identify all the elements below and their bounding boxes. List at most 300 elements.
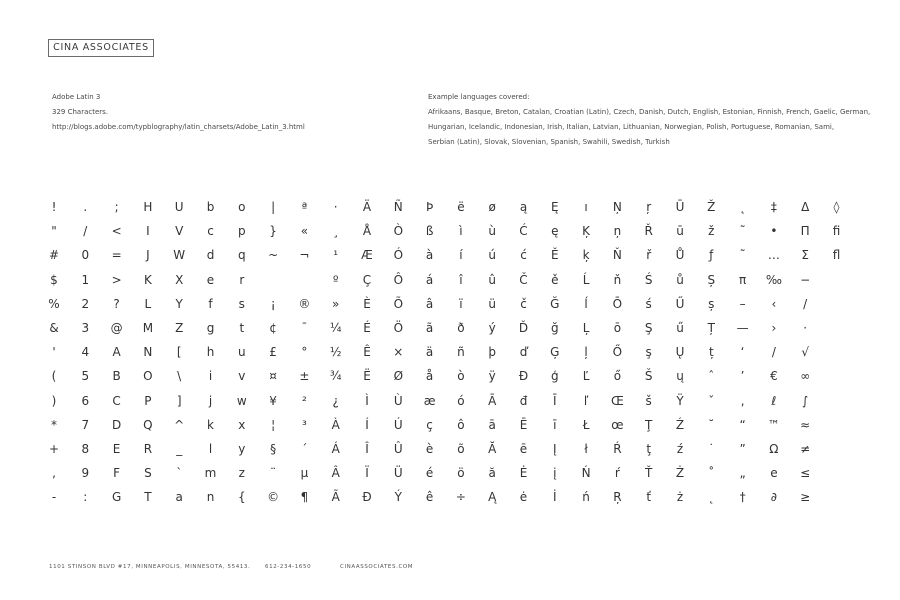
glyph-cell: ç bbox=[426, 417, 433, 432]
glyph-cell: M bbox=[142, 320, 154, 335]
glyph-cell: 9 bbox=[81, 466, 90, 481]
languages-line: Hungarian, Icelandic, Indonesian, Irish, Italian, Latvian, Lithuanian, Norwegian, Polish, Portuguese, Romanian, Sami, bbox=[428, 123, 835, 131]
glyph-cell: Ø bbox=[393, 369, 404, 384]
glyph-cell: I bbox=[146, 224, 150, 239]
glyph-cell: ¬ bbox=[299, 248, 310, 263]
glyph-cell: Ù bbox=[393, 393, 403, 408]
glyph-cell: ™ bbox=[767, 417, 780, 432]
glyph-column bbox=[418, 195, 442, 509]
glyph-cell: ¹ bbox=[333, 248, 339, 263]
glyph-cell: Ó bbox=[393, 248, 404, 263]
glyph-cell: 2 bbox=[81, 296, 90, 311]
glyph-cell: ț bbox=[708, 345, 714, 360]
glyph-cell: ˜ bbox=[739, 248, 746, 263]
glyph-cell: f bbox=[208, 296, 213, 311]
glyph-cell: ń bbox=[582, 490, 590, 505]
glyph-cell: " bbox=[51, 224, 57, 239]
glyph-cell: Δ bbox=[801, 200, 810, 214]
glyph-cell: Ĺ bbox=[582, 272, 590, 287]
glyph-cell: • bbox=[770, 224, 778, 239]
glyph-cell: Y bbox=[175, 296, 183, 311]
glyph-cell: ķ bbox=[582, 248, 590, 263]
glyph-cell: ņ bbox=[613, 224, 622, 239]
glyph-cell: ŗ bbox=[646, 200, 652, 214]
glyph-cell: | bbox=[271, 200, 276, 214]
glyph-cell: k bbox=[207, 417, 214, 432]
glyph-column bbox=[574, 195, 598, 509]
glyph-cell: ¨ bbox=[270, 466, 277, 481]
glyph-cell bbox=[292, 268, 316, 292]
glyph-cell: ő bbox=[613, 369, 622, 384]
glyph-cell: fi bbox=[832, 224, 841, 239]
glyph-cell: B bbox=[112, 369, 121, 384]
languages-heading: Example languages covered: bbox=[428, 93, 530, 101]
glyph-cell: º bbox=[332, 272, 339, 287]
glyph-cell: ˛ bbox=[739, 200, 746, 214]
glyph-cell: ÷ bbox=[455, 490, 466, 505]
glyph-cell: % bbox=[48, 296, 60, 311]
glyph-cell bbox=[825, 437, 849, 461]
glyph-cell: ų bbox=[676, 369, 684, 384]
glyph-grid bbox=[42, 195, 862, 505]
glyph-cell: û bbox=[488, 272, 496, 287]
glyph-cell: ! bbox=[51, 200, 57, 214]
glyph-column bbox=[605, 195, 629, 509]
glyph-cell: z bbox=[238, 466, 245, 481]
glyph-column bbox=[699, 195, 723, 509]
glyph-cell: — bbox=[736, 320, 749, 335]
glyph-cell: _ bbox=[176, 441, 183, 456]
glyph-cell: Ľ bbox=[582, 369, 590, 384]
glyph-cell: ß bbox=[425, 224, 434, 239]
glyph-column bbox=[261, 195, 285, 509]
glyph-cell: ë bbox=[457, 200, 465, 214]
glyph-cell: â bbox=[425, 296, 434, 311]
glyph-cell: + bbox=[48, 441, 60, 456]
glyph-column bbox=[449, 195, 473, 509]
glyph-cell: ï bbox=[459, 296, 463, 311]
glyph-cell: J bbox=[146, 248, 150, 263]
glyph-cell: ® bbox=[298, 296, 311, 311]
glyph-cell: Ê bbox=[363, 345, 371, 360]
glyph-cell: Ș bbox=[707, 272, 716, 287]
glyph-cell: y bbox=[238, 441, 246, 456]
company-logo: CINA ASSOCIATES bbox=[48, 39, 154, 57]
glyph-cell: T bbox=[144, 490, 152, 505]
glyph-cell: 0 bbox=[81, 248, 90, 263]
glyph-cell: Z bbox=[175, 320, 184, 335]
glyph-cell: ō bbox=[613, 320, 622, 335]
glyph-cell: n bbox=[206, 490, 215, 505]
glyph-cell: ö bbox=[457, 466, 465, 481]
glyph-cell: Ü bbox=[393, 466, 403, 481]
glyph-cell: ÿ bbox=[488, 369, 496, 384]
glyph-column bbox=[762, 195, 786, 509]
glyph-cell: ó bbox=[457, 393, 465, 408]
glyph-cell: § bbox=[270, 441, 277, 456]
glyph-cell: Î bbox=[365, 441, 369, 456]
glyph-cell: Ä bbox=[362, 200, 372, 214]
glyph-cell: V bbox=[175, 224, 184, 239]
glyph-cell: h bbox=[206, 345, 215, 360]
glyph-cell: r bbox=[239, 272, 245, 287]
glyph-cell: Ś bbox=[644, 272, 653, 287]
glyph-cell: Ŗ bbox=[613, 490, 622, 505]
glyph-cell: 5 bbox=[81, 369, 90, 384]
glyph-column bbox=[230, 195, 254, 509]
glyph-cell: Ź bbox=[675, 417, 685, 432]
glyph-cell: Ô bbox=[393, 272, 404, 287]
glyph-cell: ă bbox=[488, 466, 496, 481]
glyph-cell: Ř bbox=[644, 224, 653, 239]
glyph-cell: Ų bbox=[675, 345, 685, 360]
glyph-cell: Ŕ bbox=[613, 441, 622, 456]
glyph-cell: ê bbox=[425, 490, 434, 505]
glyph-cell: ƒ bbox=[709, 248, 714, 263]
languages-line: Afrikaans, Basque, Breton, Catalan, Croatian (Latin), Czech, Danish, Dutch, English, Estonian, Finnish, French, Gaelic, German, bbox=[428, 108, 871, 116]
glyph-column bbox=[543, 195, 567, 509]
glyph-column bbox=[637, 195, 661, 509]
glyph-cell: › bbox=[771, 320, 777, 335]
glyph-cell: Ģ bbox=[550, 345, 560, 360]
glyph-cell: j bbox=[208, 393, 213, 408]
glyph-cell: À bbox=[331, 417, 340, 432]
glyph-cell: i bbox=[208, 369, 213, 384]
glyph-cell: « bbox=[300, 224, 309, 239]
glyph-cell: ( bbox=[51, 369, 57, 384]
glyph-cell: ý bbox=[488, 320, 496, 335]
glyph-cell: < bbox=[111, 224, 122, 239]
glyph-cell: C bbox=[112, 393, 121, 408]
glyph-cell bbox=[825, 292, 849, 316]
glyph-cell: đ bbox=[519, 393, 528, 408]
glyph-cell: s bbox=[238, 296, 245, 311]
glyph-column bbox=[355, 195, 379, 509]
glyph-cell bbox=[825, 340, 849, 364]
glyph-cell: è bbox=[425, 441, 434, 456]
glyph-cell: ˛ bbox=[708, 490, 715, 505]
glyph-cell: … bbox=[767, 248, 780, 263]
glyph-cell: A bbox=[112, 345, 121, 360]
glyph-cell: Ů bbox=[675, 248, 685, 263]
glyph-cell: ° bbox=[301, 345, 308, 360]
glyph-cell: · bbox=[333, 200, 338, 214]
glyph-cell bbox=[825, 389, 849, 413]
glyph-cell: S bbox=[144, 466, 152, 481]
glyph-cell: ² bbox=[301, 393, 307, 408]
glyph-cell: Š bbox=[644, 369, 653, 384]
glyph-cell: * bbox=[51, 417, 57, 432]
glyph-cell: á bbox=[425, 272, 434, 287]
glyph-cell: ř bbox=[646, 248, 652, 263]
glyph-cell: » bbox=[332, 296, 340, 311]
glyph-cell: ę bbox=[551, 224, 559, 239]
glyph-cell: Č bbox=[519, 272, 528, 287]
glyph-cell: î bbox=[459, 272, 463, 287]
glyph-cell: m bbox=[204, 466, 217, 481]
glyph-cell: ı bbox=[584, 200, 588, 214]
glyph-cell: ļ bbox=[584, 345, 588, 360]
glyph-cell: æ bbox=[423, 393, 436, 408]
glyph-cell: t bbox=[239, 320, 245, 335]
glyph-column bbox=[292, 195, 316, 509]
glyph-column bbox=[199, 195, 223, 509]
glyph-cell: 6 bbox=[81, 393, 90, 408]
glyph-cell: ð bbox=[457, 320, 465, 335]
glyph-cell: Þ bbox=[425, 200, 434, 214]
glyph-cell: Ė bbox=[519, 466, 528, 481]
glyph-cell: ü bbox=[488, 296, 496, 311]
glyph-cell: ã bbox=[425, 320, 434, 335]
glyph-cell: õ bbox=[457, 441, 465, 456]
glyph-cell: € bbox=[770, 369, 778, 384]
glyph-cell bbox=[825, 461, 849, 485]
glyph-cell: ū bbox=[676, 224, 684, 239]
glyph-cell: Å bbox=[362, 224, 372, 239]
glyph-cell: & bbox=[49, 320, 59, 335]
glyph-cell: a bbox=[175, 490, 183, 505]
glyph-cell: ˙ bbox=[708, 441, 715, 456]
glyph-cell: ≤ bbox=[800, 466, 811, 481]
glyph-cell: å bbox=[425, 369, 434, 384]
glyph-cell: ù bbox=[488, 224, 496, 239]
glyph-column bbox=[793, 195, 817, 509]
languages-info bbox=[428, 90, 878, 150]
glyph-cell: Ū bbox=[675, 200, 685, 214]
footer-address: 1101 STINSON BLVD #17, MINNEAPOLIS, MINNESOTA, 55413. bbox=[49, 564, 251, 570]
glyph-cell: č bbox=[520, 296, 527, 311]
glyph-cell: „ bbox=[739, 466, 746, 481]
glyph-column bbox=[73, 195, 97, 509]
glyph-cell: ø bbox=[488, 200, 496, 214]
glyph-cell: ˘ bbox=[708, 417, 715, 432]
glyph-cell: ` bbox=[176, 466, 183, 481]
glyph-cell: / bbox=[83, 224, 88, 239]
glyph-cell: 3 bbox=[81, 320, 90, 335]
glyph-cell: ¦ bbox=[271, 417, 276, 432]
glyph-cell: ˚ bbox=[708, 466, 715, 481]
glyph-cell: e bbox=[770, 466, 778, 481]
glyph-cell: Ý bbox=[394, 490, 402, 505]
glyph-cell: ě bbox=[551, 272, 559, 287]
glyph-cell: / bbox=[771, 345, 776, 360]
glyph-cell: w bbox=[236, 393, 247, 408]
glyph-cell: ź bbox=[676, 441, 684, 456]
glyph-cell: Ć bbox=[519, 224, 528, 239]
glyph-cell: Ï bbox=[365, 466, 369, 481]
glyph-cell: Ļ bbox=[582, 320, 590, 335]
glyph-cell: ä bbox=[425, 345, 434, 360]
charset-count: 329 Characters. bbox=[52, 108, 109, 116]
glyph-cell bbox=[261, 268, 285, 292]
glyph-cell: ≠ bbox=[800, 441, 811, 456]
glyph-cell: Ī bbox=[553, 393, 557, 408]
glyph-cell: x bbox=[238, 417, 246, 432]
glyph-cell: [ bbox=[176, 345, 182, 360]
glyph-cell: ” bbox=[739, 441, 746, 456]
glyph-cell: ‰ bbox=[765, 272, 782, 287]
glyph-cell: È bbox=[363, 296, 371, 311]
glyph-cell: ‘ bbox=[740, 345, 745, 360]
glyph-cell: í bbox=[459, 248, 463, 263]
glyph-cell: q bbox=[237, 248, 246, 263]
glyph-column bbox=[731, 195, 755, 509]
glyph-cell: ’ bbox=[740, 369, 745, 384]
glyph-column bbox=[668, 195, 692, 509]
glyph-cell: - bbox=[51, 490, 57, 505]
glyph-cell: @ bbox=[110, 320, 123, 335]
glyph-cell: Ì bbox=[365, 393, 369, 408]
glyph-cell: , bbox=[52, 466, 56, 481]
glyph-cell: Á bbox=[331, 441, 340, 456]
glyph-cell: ť bbox=[646, 490, 652, 505]
glyph-column bbox=[105, 195, 129, 509]
glyph-cell: { bbox=[237, 490, 246, 505]
glyph-cell: ž bbox=[708, 224, 715, 239]
glyph-cell: ¶ bbox=[300, 490, 309, 505]
glyph-cell: √ bbox=[801, 345, 810, 360]
glyph-column bbox=[167, 195, 191, 509]
glyph-cell: ◊ bbox=[833, 200, 840, 214]
glyph-cell: é bbox=[425, 466, 434, 481]
glyph-cell: Ń bbox=[581, 466, 591, 481]
glyph-cell: Ņ bbox=[612, 200, 622, 214]
glyph-cell: Ę bbox=[551, 200, 559, 214]
glyph-cell: Ť bbox=[645, 466, 653, 481]
glyph-cell: ‡ bbox=[770, 200, 777, 214]
glyph-cell: ţ bbox=[646, 441, 652, 456]
glyph-cell: ĺ bbox=[584, 296, 588, 311]
glyph-cell: œ bbox=[611, 417, 624, 432]
glyph-cell: 1 bbox=[81, 272, 90, 287]
glyph-cell bbox=[825, 485, 849, 509]
glyph-cell: − bbox=[800, 272, 811, 287]
glyph-cell: ± bbox=[299, 369, 310, 384]
glyph-cell: ł bbox=[584, 441, 588, 456]
glyph-cell: ' bbox=[52, 345, 56, 360]
glyph-cell: Ď bbox=[518, 320, 529, 335]
glyph-cell: E bbox=[112, 441, 121, 456]
glyph-cell: Ň bbox=[612, 248, 622, 263]
glyph-cell: ā bbox=[488, 417, 496, 432]
glyph-cell: ī bbox=[553, 417, 557, 432]
glyph-cell: Ț bbox=[707, 320, 715, 335]
glyph-cell: Û bbox=[393, 441, 403, 456]
glyph-cell: ∫ bbox=[802, 393, 809, 408]
footer-website: CINAASSOCIATES.COM bbox=[340, 564, 414, 570]
glyph-cell: X bbox=[175, 272, 184, 287]
glyph-cell: > bbox=[111, 272, 122, 287]
glyph-cell bbox=[825, 316, 849, 340]
glyph-column bbox=[324, 195, 348, 509]
glyph-cell: b bbox=[206, 200, 215, 214]
glyph-cell bbox=[825, 364, 849, 388]
glyph-cell: W bbox=[173, 248, 186, 263]
glyph-cell: K bbox=[143, 272, 152, 287]
footer-phone: 612-234-1650 bbox=[265, 564, 312, 570]
charset-url: http://blogs.adobe.com/typblography/latin_charsets/Adobe_Latin_3.html bbox=[52, 123, 305, 131]
glyph-cell: ą bbox=[519, 200, 528, 214]
glyph-cell: ¢ bbox=[269, 320, 277, 335]
glyph-cell: Ķ bbox=[582, 224, 591, 239]
glyph-cell: ű bbox=[676, 320, 684, 335]
charset-name: Adobe Latin 3 bbox=[52, 93, 101, 101]
glyph-cell: Ē bbox=[519, 417, 528, 432]
glyph-cell: · bbox=[803, 320, 808, 335]
glyph-cell: Ğ bbox=[550, 296, 560, 311]
glyph-cell: þ bbox=[488, 345, 496, 360]
glyph-cell: ¯ bbox=[301, 320, 308, 335]
glyph-cell: g bbox=[206, 320, 215, 335]
glyph-cell: ż bbox=[676, 490, 684, 505]
glyph-cell: ô bbox=[457, 417, 465, 432]
languages-line: Serbian (Latin), Slovak, Slovenian, Spanish, Swahili, Swedish, Turkish bbox=[428, 138, 670, 146]
glyph-cell: ¸ bbox=[332, 224, 339, 239]
glyph-cell: D bbox=[111, 417, 122, 432]
glyph-cell: Œ bbox=[610, 393, 624, 408]
glyph-cell: Ö bbox=[393, 320, 404, 335]
glyph-cell: Q bbox=[143, 417, 153, 432]
glyph-cell: į bbox=[553, 466, 557, 481]
glyph-cell: = bbox=[111, 248, 122, 263]
glyph-cell: – bbox=[739, 296, 746, 311]
glyph-cell: Ç bbox=[362, 272, 372, 287]
glyph-cell: Đ bbox=[518, 369, 529, 384]
glyph-cell: ¤ bbox=[269, 369, 277, 384]
glyph-cell bbox=[825, 413, 849, 437]
glyph-cell: ¥ bbox=[269, 393, 277, 408]
glyph-cell: : bbox=[83, 490, 88, 505]
glyph-cell: Ą bbox=[488, 490, 497, 505]
glyph-cell: G bbox=[111, 490, 122, 505]
glyph-cell: v bbox=[238, 369, 246, 384]
glyph-cell: U bbox=[174, 200, 184, 214]
glyph-cell: p bbox=[237, 224, 246, 239]
glyph-cell: ¿ bbox=[332, 393, 339, 408]
glyph-cell: R bbox=[143, 441, 153, 456]
glyph-cell: ˜ bbox=[739, 224, 746, 239]
glyph-cell: ¾ bbox=[329, 369, 342, 384]
glyph-cell: e bbox=[206, 272, 215, 287]
glyph-cell: ŕ bbox=[614, 466, 620, 481]
glyph-cell: d bbox=[206, 248, 215, 263]
glyph-cell: F bbox=[113, 466, 121, 481]
glyph-cell: Ā bbox=[488, 393, 497, 408]
glyph-cell: ė bbox=[519, 490, 528, 505]
glyph-cell: “ bbox=[739, 417, 746, 432]
glyph-cell: × bbox=[393, 345, 404, 360]
glyph-cell: l bbox=[208, 441, 213, 456]
glyph-cell: à bbox=[425, 248, 434, 263]
glyph-cell: Π bbox=[800, 224, 810, 239]
glyph-cell: ľ bbox=[583, 393, 589, 408]
glyph-cell: Σ bbox=[801, 248, 809, 263]
glyph-cell: # bbox=[48, 248, 60, 263]
glyph-cell: ˇ bbox=[708, 393, 715, 408]
glyph-cell: ñ bbox=[457, 345, 465, 360]
glyph-cell: $ bbox=[50, 272, 58, 287]
glyph-cell: É bbox=[363, 320, 371, 335]
glyph-cell: Ð bbox=[362, 490, 372, 505]
glyph-cell: ? bbox=[113, 296, 120, 311]
glyph-cell: c bbox=[207, 224, 214, 239]
glyph-cell: Ò bbox=[393, 224, 404, 239]
glyph-cell: Ł bbox=[582, 417, 590, 432]
glyph-cell: O bbox=[143, 369, 153, 384]
glyph-cell: Ă bbox=[488, 441, 497, 456]
glyph-cell: 7 bbox=[81, 417, 90, 432]
glyph-cell: Į bbox=[553, 441, 557, 456]
